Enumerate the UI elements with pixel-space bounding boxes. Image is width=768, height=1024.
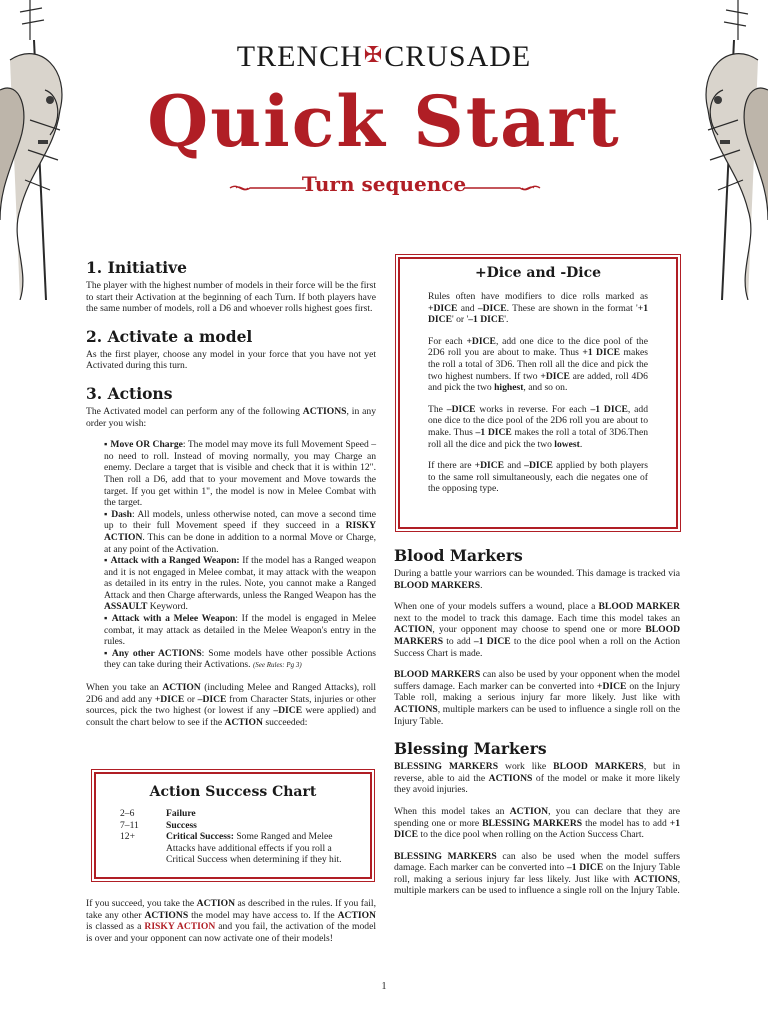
list-item: ▪ Move OR Charge: The model may move its full Movement Speed – no need to roll. Instead of moving normally, you may Charge an enemy. Declare a target that is visible and check that it is within 12". Then roll a D6, add that to your movement and Move towards the target. If you get within 1", the model is now in Melee Combat with the target. bbox=[104, 439, 376, 509]
page-number: 1 bbox=[381, 981, 387, 992]
outcome-text: If you succeed, you take the ACTION as described in the rules. If you fail, take any other ACTIONS the model may have access to. If the ACTION is classed as a RISKY ACTION and you fail, the activation of the model is over and your opponent can now activate one of their models! bbox=[86, 898, 376, 944]
dice-paragraph: If there are +DICE and –DICE applied by both players to the same roll simultaneously, each die negates one of the opposing type. bbox=[428, 460, 648, 495]
blood-paragraph: BLOOD MARKERS can also be used by your opponent when the model suffers damage. Each marker can be converted into +DICE on the Injury Table roll, making a serious injury far more likely. Just like with ACTIONS, multiple markers can be used to influence a single roll on the Injury Table. bbox=[394, 669, 680, 727]
blood-paragraph: During a battle your warriors can be wounded. This damage is tracked via BLOOD MARKERS. bbox=[394, 568, 680, 591]
initiative-text: The player with the highest number of models in their force will be the first to start their Activation at the beginning of each Turn. If both players have the same number of models, roll a D6 and whoever rolls highest goes first. bbox=[86, 280, 376, 315]
action-success-chart bbox=[94, 772, 372, 879]
page-title: Quick Start bbox=[147, 80, 621, 163]
actions-heading: 3. Actions bbox=[86, 383, 173, 403]
cross-icon: ✠ bbox=[363, 42, 384, 67]
blessing-paragraph: BLESSING MARKERS work like BLOOD MARKERS, but in reverse, able to aid the ACTIONS of the model or make it more likely they avoid injuries. bbox=[394, 761, 681, 796]
list-item: ▪ Attack with a Melee Weapon: If the model is engaged in Melee combat, it may attack as detailed in the Melee Weapon's entry in the rules. bbox=[104, 613, 376, 648]
list-item: ▪ Dash: All models, unless otherwise noted, can move a second time up to their full Movement speed if they succeed in a RISKY ACTION. This can be done in addition to a normal Move or Charge, at any point of the Activation. bbox=[104, 509, 376, 555]
brand-left: TRENCH bbox=[236, 40, 363, 73]
initiative-heading: 1. Initiative bbox=[86, 258, 187, 277]
dice-paragraph: Rules often have modifiers to dice rolls marked as +DICE and –DICE. These are shown in the format '+1 DICE' or '–1 DICE'. bbox=[428, 291, 649, 326]
rules-reference: (See Rules: Pg 3) bbox=[252, 661, 302, 670]
chart-rows bbox=[96, 808, 370, 866]
page-subtitle: Turn sequence bbox=[301, 172, 467, 196]
right-column bbox=[394, 546, 680, 897]
brand-right: CRUSADE bbox=[384, 40, 532, 73]
dice-modifier-box bbox=[398, 257, 678, 529]
dice-box-title: +Dice and -Dice bbox=[474, 265, 602, 281]
blood-markers-heading: Blood Markers bbox=[394, 546, 523, 565]
chart-title: Action Success Chart bbox=[149, 784, 317, 800]
right-flourish-icon bbox=[462, 180, 542, 196]
activate-text: As the first player, choose any model in your force that you have not yet Activated during this turn. bbox=[86, 348, 376, 372]
action-roll-text: When you take an ACTION (including Melee and Ranged Attacks), roll 2D6 and add any +DICE or –DICE from Character Stats, injuries or other sources, pick the two highest (or lowest if any –DICE were applied) and consult the chart below to see if the ACTION succeeded: bbox=[86, 682, 377, 728]
actions-intro: The Activated model can perform any of the following ACTIONS, in any order you wish: bbox=[86, 405, 376, 429]
brand-wordmark bbox=[0, 40, 768, 74]
list-item: ▪ Attack with a Ranged Weapon: If the model has a Ranged weapon and it is not engaged in Melee combat, it may attack with the weapon as detailed in its entry in the rules. Note, you cannot make a Ranged Attack and then Charge afterwards, unless the Ranged Weapon has the ASSAULT Keyword. bbox=[104, 555, 376, 613]
actions-list bbox=[104, 439, 376, 672]
dice-paragraph: The –DICE works in reverse. For each –1 DICE, add one dice to the dice pool of the 2D6 roll you are about to make. Thus –1 DICE makes the roll a total of 3D6.Then roll all the dice and pick the two lowest. bbox=[428, 403, 649, 450]
blessing-markers-heading: Blessing Markers bbox=[394, 739, 547, 759]
table-row: 2–6 Failure bbox=[120, 808, 196, 819]
dice-box-body bbox=[400, 291, 676, 495]
table-row: 7–11 Success bbox=[120, 819, 197, 831]
blessing-paragraph: When this model takes an ACTION, you can declare that they are spending one or more BLESSING MARKERS the model has to add +1 DICE to the dice pool when rolling on the Action Success Chart. bbox=[394, 805, 680, 841]
activate-heading: 2. Activate a model bbox=[86, 326, 253, 346]
blessing-paragraph: BLESSING MARKERS can also be used when the model suffers damage. Each marker can be converted into –1 DICE on the Injury Table roll, making a serious injury far less likely. Just like with ACTIONS, multiple markers can be used to influence a single roll on the Injury Table. bbox=[394, 850, 680, 897]
blood-paragraph: When one of your models suffers a wound, place a BLOOD MARKER next to the model to track this damage. Each time this model takes an ACTION, your opponent may choose to spend one or more BLOOD MARKERS to add –1 DICE to the dice pool when a roll on the Action Success Chart is made. bbox=[394, 601, 681, 659]
left-column bbox=[86, 258, 376, 728]
list-item: ▪ Any other ACTIONS: Some models have other possible Actions they can take during their Activations. (See Rules: Pg 3) bbox=[104, 648, 376, 672]
dice-paragraph: For each +DICE, add one dice to the dice pool of the 2D6 roll you are about to make. Thus +1 DICE makes the roll a total of 3D6. Then roll all the dice and pick the two highest numbers. If two +DICE are added, roll 4D6 and pick the two highest, and so on. bbox=[428, 335, 648, 394]
table-row: 12+ Critical Success: Some Ranged and Melee Attacks have additional effects if you roll a Critical Success when determining if they hit. bbox=[120, 831, 342, 866]
